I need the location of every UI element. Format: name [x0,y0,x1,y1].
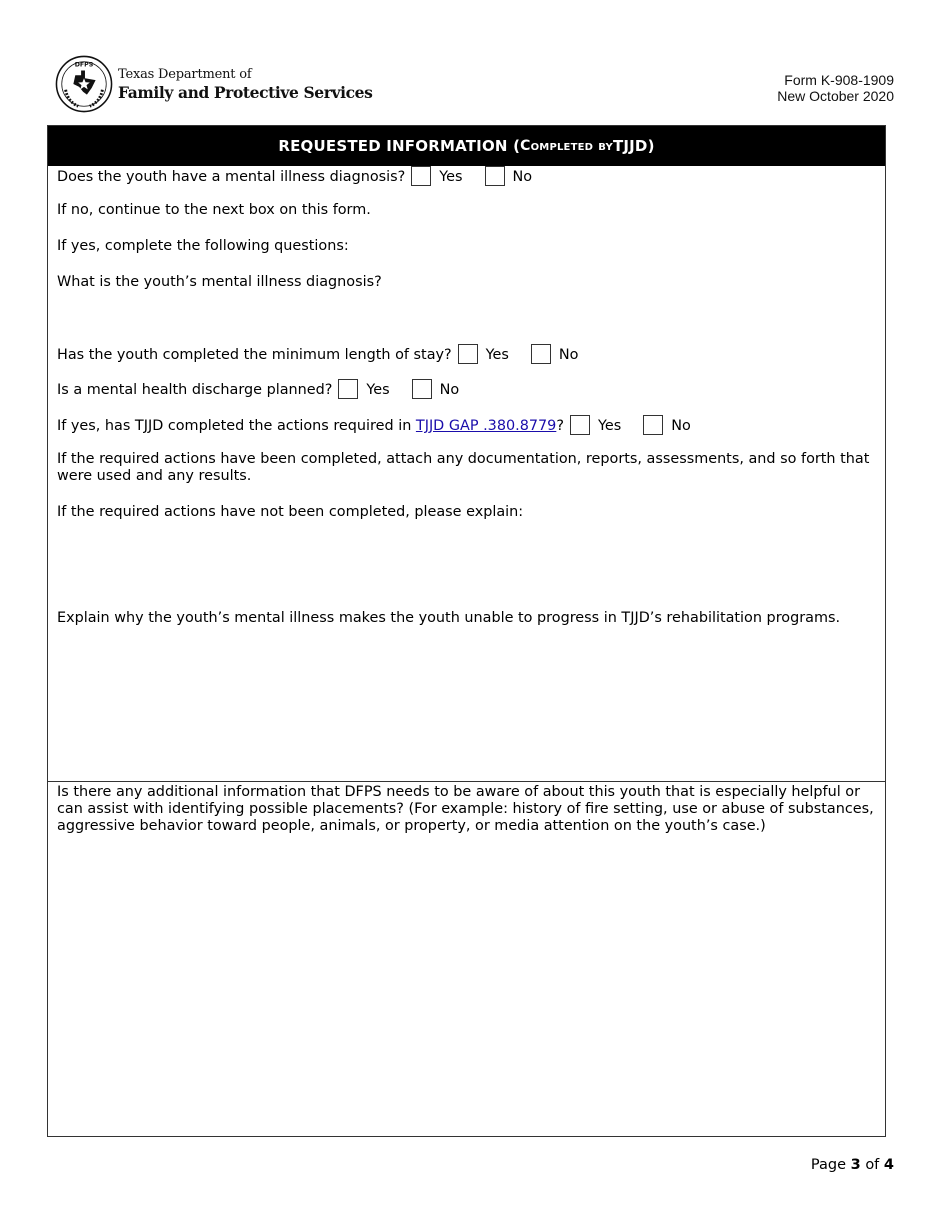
discharge-no-label: No [439,382,460,398]
min-stay-yes-checkbox[interactable] [458,344,478,364]
agency-name [118,66,372,103]
min-stay-no-label: No [558,347,579,363]
page-number [811,1157,894,1173]
discharge-no-checkbox[interactable] [412,379,432,399]
seal-label: DFPS [74,61,94,69]
question-min-stay [57,344,578,364]
question-min-stay-label: Has the youth completed the minimum length of stay? [57,347,452,363]
agency-line1: Texas Department of [118,67,252,82]
requested-information-section [47,125,886,782]
question-what-diagnosis: What is the youth’s mental illness diagnosis? [57,274,382,290]
explain-inability: Explain why the youth’s mental illness makes the youth unable to progress in TJJD’s rehabilitation programs. [57,610,841,626]
question-discharge-label: Is a mental health discharge planned? [57,382,333,398]
question-diagnosis-label: Does the youth have a mental illness diagnosis? [57,169,406,185]
diagnosis-yes-label: Yes [439,169,463,185]
question-tjjd-suffix: ? [556,418,564,434]
form-id [777,72,894,104]
min-stay-yes-label: Yes [485,347,509,363]
tjjd-gap-link[interactable]: TJJD GAP .380.8779 [415,418,557,434]
page-total: 4 [883,1157,894,1173]
additional-information-question: Is there any additional information that DFPS needs to be aware of about this youth that is especially helpful or can assist with identifying possible placements? (For example: history of fire setting, use or abuse of substances, aggressive behavior toward people, animals, or property, or media attention on the youth’s case.) [57,784,874,834]
tjjd-no-label: No [671,418,691,434]
diagnosis-no-label: No [512,169,533,185]
form-date: New October 2020 [777,88,894,104]
page-prefix: Page [810,1157,846,1173]
not-completed-explain: If the required actions have not been completed, please explain: [57,504,524,520]
page-current: 3 [850,1157,861,1173]
discharge-yes-label: Yes [366,382,390,398]
section-title-end: TJJD) [612,137,655,155]
if-no-instruction: If no, continue to the next box on this form. [57,202,371,218]
diagnosis-no-checkbox[interactable] [485,166,505,186]
attach-documentation-instruction: If the required actions have been completed, attach any documentation, reports, assessments, and so forth that were used and any results. [57,451,870,484]
page-of: of [865,1157,880,1173]
tjjd-yes-label: Yes [597,418,622,434]
section-title [48,126,885,166]
discharge-yes-checkbox[interactable] [338,379,358,399]
page-header [0,0,950,125]
additional-information-section [47,781,886,1137]
min-stay-no-checkbox[interactable] [531,344,551,364]
question-discharge [57,379,459,399]
section-title-small: Completed by [520,138,613,154]
question-tjjd-actions [57,415,691,435]
if-yes-instruction: If yes, complete the following questions: [57,238,349,254]
diagnosis-yes-checkbox[interactable] [411,166,431,186]
dfps-seal-icon [55,55,113,113]
section-title-main: REQUESTED INFORMATION ( [278,137,521,155]
agency-line2: Family and Protective Services [118,83,373,102]
question-diagnosis [57,166,532,186]
tjjd-yes-checkbox[interactable] [570,415,590,435]
question-tjjd-label: If yes, has TJJD completed the actions required in [57,418,412,434]
form-number: Form K-908-1909 [784,72,894,88]
tjjd-no-checkbox[interactable] [643,415,663,435]
